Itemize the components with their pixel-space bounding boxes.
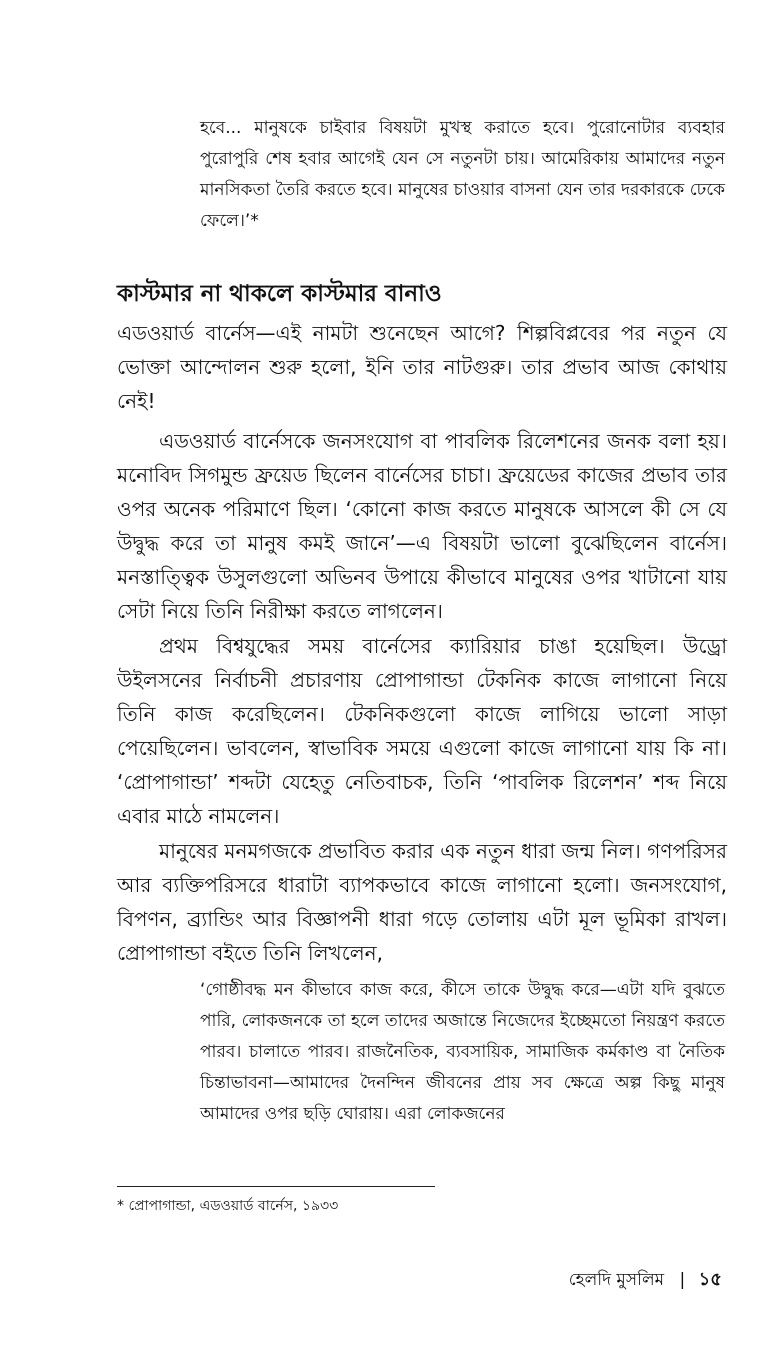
paragraph-1: এডওয়ার্ড বার্নেস—এই নামটা শুনেছেন আগে? শিল্পবিপ্লবের পর নতুন যে ভোক্তা আন্দোলন শুরু হলো, ইনি তার নাটগুরু। তার প্রভাব আজ কোথায় নেই! [117, 321, 727, 413]
footnote-divider [117, 1186, 435, 1187]
block-quote-bottom: ‘গোষ্ঠীবদ্ধ মন কীভাবে কাজ করে, কীসে তাকে উদ্বুদ্ধ করে—এটা যদি বুঝতে পারি, লোকজনকে তা হলে তাদের অজান্তে নিজেদের ইচ্ছেমতো নিয়ন্ত্রণ করতে পারব। চালাতে পারব। রাজনৈতিক, ব্যবসায়িক, সামাজিক কর্মকাণ্ড বা নৈতিক চিন্তাভাবনা—আমাদের দৈনন্দিন জীবনের প্রায় সব ক্ষেত্রে অল্প কিছু মানুষ আমাদের ওপর ছড়ি ঘোরায়। এরা লোকজনের [200, 980, 725, 1124]
page-number: ১৫ [698, 1269, 722, 1290]
footnote: * প্রোপাগান্ডা, এডওয়ার্ড বার্নেস, ১৯৩৩ [117, 1198, 339, 1214]
paragraph-3: প্রথম বিশ্বযুদ্ধের সময় বার্নেসের ক্যারিয়ার চাঙা হয়েছিল। উড্রো উইলসনের নির্বাচনী প্রচারণায় প্রোপাগান্ডা টেকনিক কাজে লাগানো নিয়ে তিনি কাজ করেছিলেন। টেকনিকগুলো কাজে লাগিয়ে ভালো সাড়া পেয়েছিলেন। ভাবলেন, স্বাভাবিক সময়ে এগুলো কাজে লাগানো যায় কি না। ‘প্রোপাগান্ডা’ শব্দটা যেহেতু নেতিবাচক, তিনি ‘পাবলিক রিলেশন’ শব্দ নিয়ে এবার মাঠে নামলেন। [117, 634, 727, 828]
footer-separator: | [679, 1270, 686, 1290]
block-quote-top: হবে... মানুষকে চাইবার বিষয়টা মুখস্থ করাতে হবে। পুরোনোটার ব্যবহার পুরোপুরি শেষ হবার আগেই যেন সে নতুনটা চায়। আমেরিকায় আমাদের নতুন মানসিকতা তৈরি করতে হবে। মানুষের চাওয়ার বাসনা যেন তার দরকারকে ঢেকে ফেলে।’* [200, 118, 725, 231]
paragraph-4: মানুষের মনমগজকে প্রভাবিত করার এক নতুন ধারা জন্ম নিল। গণপরিসর আর ব্যক্তিপরিসরে ধারাটা ব্যাপকভাবে কাজে লাগানো হলো। জনসংযোগ, বিপণন, ব্র্যান্ডিং আর বিজ্ঞাপনী ধারা গড়ে তোলায় এটা মূল ভূমিকা রাখল। প্রোপাগান্ডা বইতে তিনি লিখলেন, [117, 839, 727, 965]
paragraph-2: এডওয়ার্ড বার্নেসকে জনসংযোগ বা পাবলিক রিলেশনের জনক বলা হয়। মনোবিদ সিগমুন্ড ফ্রয়েড ছিলেন বার্নেসের চাচা। ফ্রয়েডের কাজের প্রভাব তার ওপর অনেক পরিমাণে ছিল। ‘কোনো কাজ করতে মানুষকে আসলে কী সে যে উদ্বুদ্ধ করে তা মানুষ কমই জানে’—এ বিষয়টা ভালো বুঝেছিলেন বার্নেস। মনস্তাত্ত্বিক উসুলগুলো অভিনব উপায়ে কীভাবে মানুষের ওপর খাটানো যায় সেটা নিয়ে তিনি নিরীক্ষা করতে লাগলেন। [117, 429, 727, 623]
section-heading: কাস্টমার না থাকলে কাস্টমার বানাও [117, 281, 442, 307]
page-footer [569, 1268, 722, 1292]
running-book-title: হেলদি মুসলিম [568, 1270, 665, 1290]
